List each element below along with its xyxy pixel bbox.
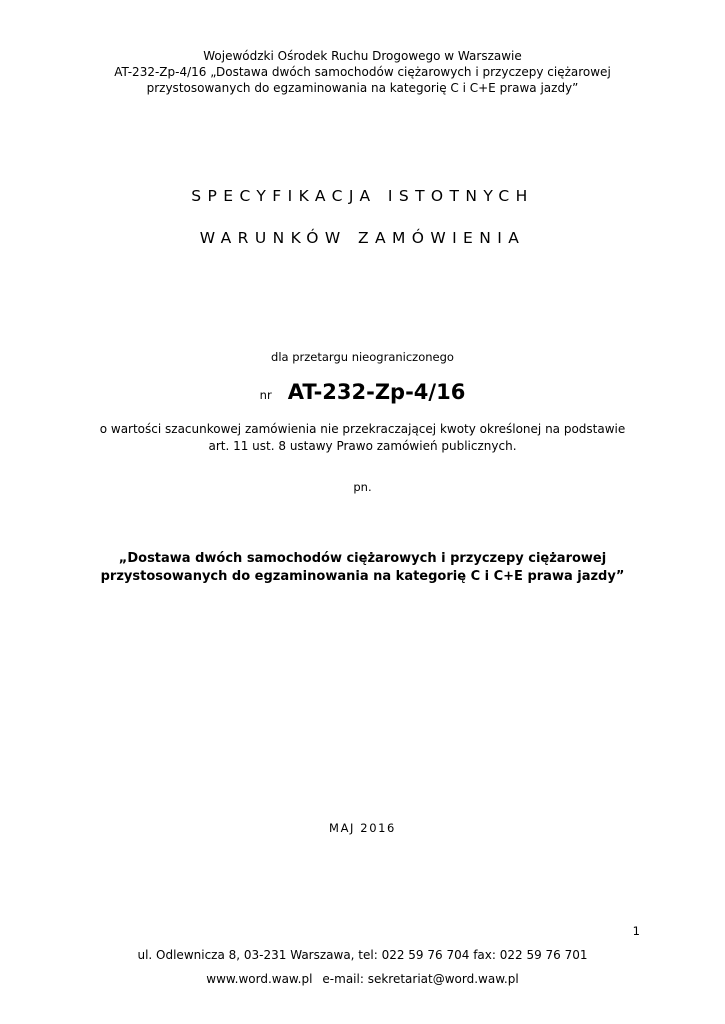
footer-email: e-mail: sekretariat@word.waw.pl — [322, 972, 519, 986]
document-footer — [0, 943, 725, 991]
header-reference: AT-232-Zp-4/16 „Dostawa dwóch samochodów ciężarowych i przyczepy ciężarowej — [114, 65, 611, 79]
procedure-pn: pn. — [353, 480, 372, 494]
value-statement-line-2: art. 11 ust. 8 ustawy Prawo zamówień publicznych. — [208, 439, 517, 453]
procedure-intro: dla przetargu nieograniczonego — [271, 350, 454, 364]
procedure-value-statement — [0, 421, 725, 455]
value-statement-line-1: o wartości szacunkowej zamówienia nie przekraczającej kwoty określonej na podstawie — [99, 422, 626, 436]
page-number: 1 — [632, 924, 640, 938]
subject-line-1: „Dostawa dwóch samochodów ciężarowych i przyczepy ciężarowej — [118, 551, 607, 566]
document-title-line-1: SPECYFIKACJA ISTOTNYCH — [191, 187, 534, 205]
footer-address: ul. Odlewnicza 8, 03-231 Warszawa, tel: 022 59 76 704 fax: 022 59 76 701 — [137, 948, 588, 962]
document-header — [0, 48, 725, 96]
footer-website: www.word.waw.pl — [206, 972, 313, 986]
document-date: MAJ 2016 — [329, 821, 396, 835]
header-institution: Wojewódzki Ośrodek Ruchu Drogowego w Warszawie — [203, 49, 522, 63]
subject-line-2: przystosowanych do egzaminowania na kategorię C i C+E prawa jazdy” — [100, 569, 625, 584]
document-title-line-2: WARUNKÓW ZAMÓWIENIA — [199, 229, 526, 247]
procedure-number — [0, 380, 725, 412]
procedure-number-value: AT-232-Zp-4/16 — [287, 380, 466, 404]
procedure-number-label: nr — [259, 388, 272, 402]
footer-contact — [0, 967, 725, 991]
header-reference-continued: przystosowanych do egzaminowania na kategorię C i C+E prawa jazdy” — [146, 81, 579, 95]
procurement-subject — [0, 550, 725, 586]
